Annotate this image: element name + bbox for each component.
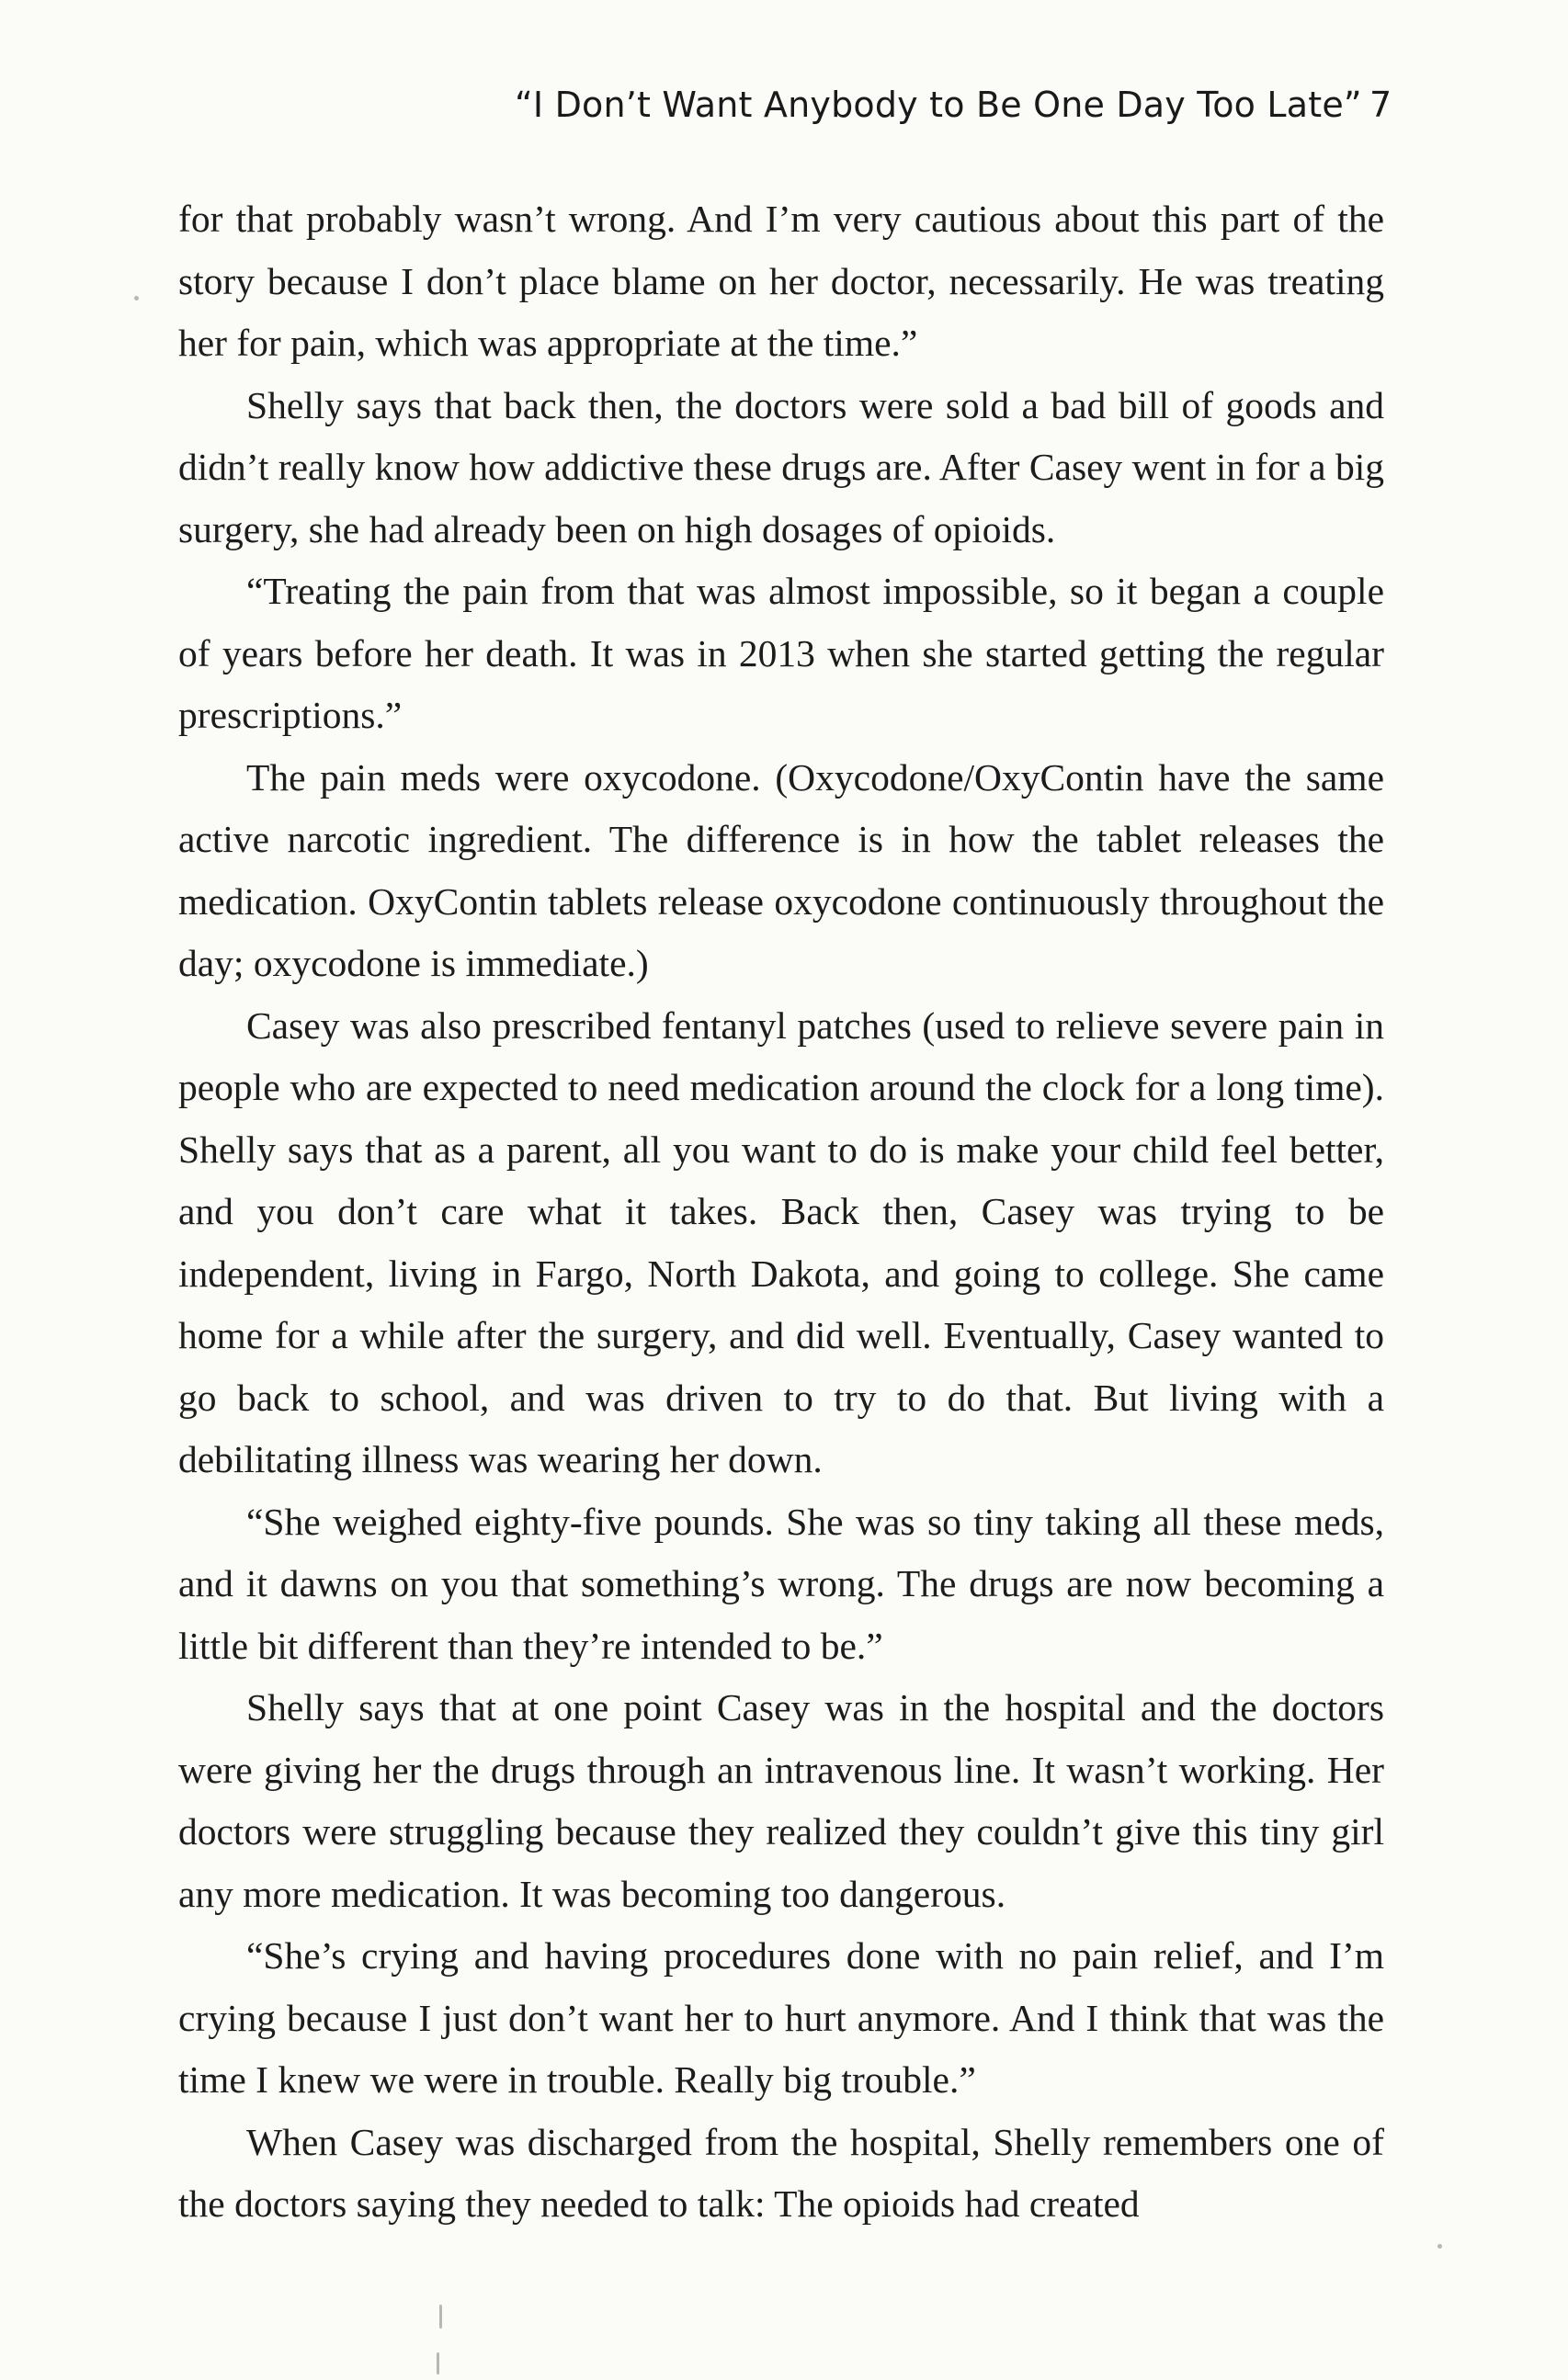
paragraph: When Casey was discharged from the hospital, Shelly remembers one of the doctors saying they needed to talk: The opioids had created [178, 2120, 1384, 2225]
body-text [178, 188, 1384, 2236]
paragraph-continued: for that probably wasn’t wrong. And I’m very cautious about this part of the story because I don’t place blame on her doctor, necessarily. He was treating her for pain, which was appropriate at the time.” [178, 198, 1384, 364]
scan-speck [439, 2305, 442, 2329]
running-head [515, 85, 1434, 125]
paragraph: “She’s crying and having procedures done with no pain relief, and I’m crying because I just don’t want her to hurt anymore. And I think that was the time I knew we were in trouble. Really big trouble.” [178, 1934, 1384, 2101]
paragraph: “Treating the pain from that was almost impossible, so it began a couple of years before her death. It was in 2013 when she started getting the regular prescriptions.” [178, 570, 1384, 736]
scan-speck [1437, 2244, 1442, 2249]
paragraph: The pain meds were oxycodone. (Oxycodone/OxyContin have the same active narcotic ingredient. The difference is in how the tablet releases the medication. OxyContin tablets release oxycodone continuously throughout the day; oxycodone is immediate.) [178, 755, 1384, 984]
chapter-running-title: “I Don’t Want Anybody to Be One Day Too Late” [515, 85, 1362, 125]
paragraph: Shelly says that at one point Casey was in the hospital and the doctors were giving her the drugs through an intravenous line. It wasn’t working. Her doctors were struggling because they realized they couldn’t give this tiny girl any more medication. It was becoming too dangerous. [178, 1686, 1384, 1915]
paragraph: “She weighed eighty-five pounds. She was so tiny taking all these meds, and it dawns on you that something’s wrong. The drugs are now becoming a little bit different than they’re intended to be.” [178, 1500, 1384, 1667]
scan-speck [437, 2352, 439, 2374]
paragraph: Casey was also prescribed fentanyl patches (used to relieve severe pain in people who are expected to need medication around the clock for a long time). Shelly says that as a parent, all you want to do is make your child feel better, and you don’t care what it takes. Back then, Casey was trying to be independent, living in Fargo, North Dakota, and going to college. She came home for a while after the surgery, and did well. Eventually, Casey wanted to go back to school, and was driven to try to do that. But living with a debilitating illness was wearing her down. [178, 1003, 1384, 1480]
paragraph: Shelly says that back then, the doctors were sold a bad bill of goods and didn’t really know how addictive these drugs are. After Casey went in for a big surgery, she had already been on high dosages of opioids. [178, 383, 1384, 550]
page-number: 7 [1369, 85, 1392, 125]
scan-speck [134, 296, 139, 300]
